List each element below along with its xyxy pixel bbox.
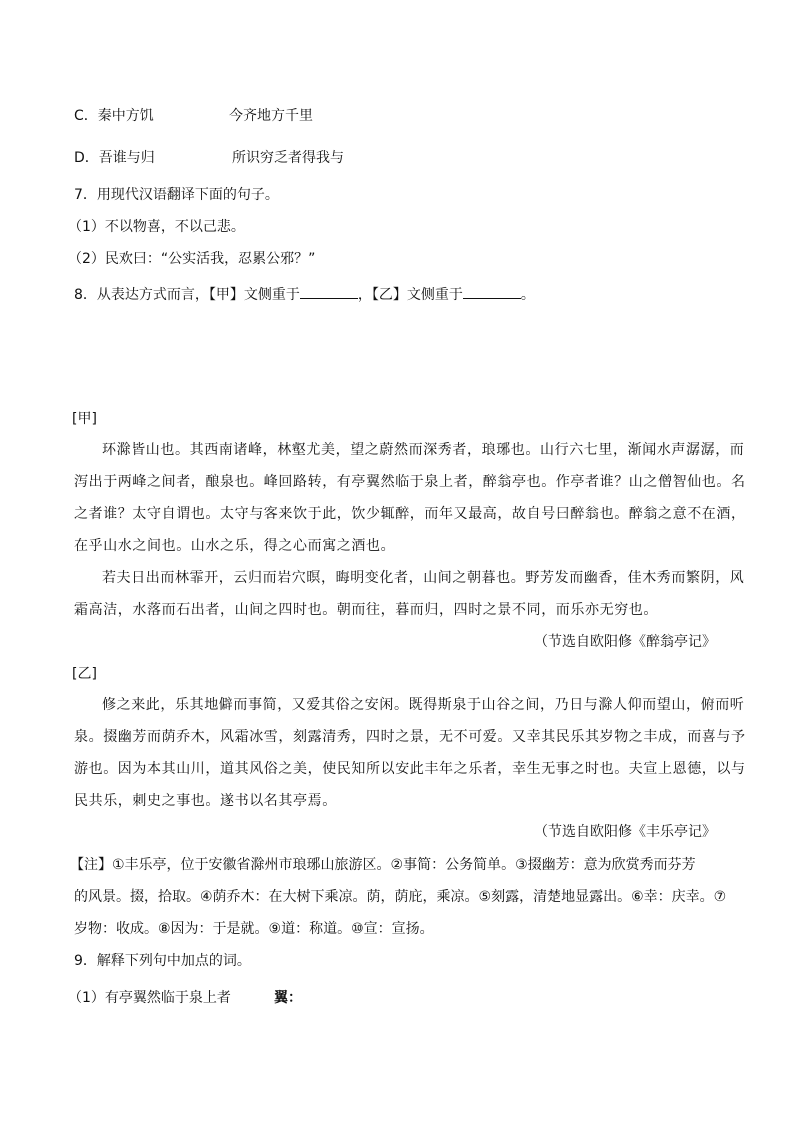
q9-title: 9．解释下列句中加点的词。 [74, 953, 251, 969]
note-line: 【注】①丰乐亭，位于安徽省滁州市琅琊山旅游区。②事简：公务简单。③掇幽芳：意为欣赏秀而芬芳 [70, 857, 696, 873]
option-c-letter: C． [74, 108, 98, 124]
passage-yi-line: 民共乐，刺史之事也。遂书以名其亭焉。 [74, 793, 337, 809]
q7-sentence-1: （1）不以物喜，不以己悲。 [68, 219, 245, 235]
option-c-left: 秦中方饥 [97, 108, 154, 124]
option-d-letter: D． [74, 150, 99, 166]
passage-jia-line: 在乎山水之间也。山水之乐，得之心而寓之酒也。 [74, 538, 396, 554]
q7-sentence-2: （2）民欢曰：“公实活我，忍累公邪？” [68, 251, 316, 267]
q7-title: 7．用现代汉语翻译下面的句子。 [74, 187, 279, 203]
passage-jia-line: 霜高洁，水落而石出者，山间之四时也。朝而往，暮而归，四时之景不同，而乐亦无穷也。 [74, 602, 658, 618]
passage-yi-label: [乙] [72, 666, 97, 682]
passage-jia-source: （节选自欧阳修《醉翁亭记》 [534, 634, 716, 650]
q8-blank-1[interactable] [300, 284, 358, 299]
passage-yi-line: 修之来此，乐其地僻而事简，又爱其俗之安闲。既得斯泉于山谷之间，乃日与滁人仰而望山，俯而听 [102, 697, 745, 713]
q8-part3: 。 [520, 287, 535, 303]
passage-yi-line: 游也。因为本其山川，道其风俗之美，使民知所以安此丰年之乐者，幸生无事之时也。夫宣上恩德，以与 [74, 761, 746, 777]
option-d [74, 149, 155, 167]
option-c [74, 107, 154, 125]
passage-yi-source: （节选自欧阳修《丰乐亭记》 [534, 824, 716, 840]
q9-answer-label: 翼： [274, 990, 302, 1006]
passage-jia-line: 环滁皆山也。其西南诸峰，林壑尤美，望之蔚然而深秀者，琅琊也。山行六七里，渐闻水声潺潺，而 [102, 442, 745, 458]
option-d-left: 吾谁与归 [98, 150, 155, 166]
passage-yi-line: 泉。掇幽芳而荫乔木，风霜冰雪，刻露清秀，四时之景，无不可爱。又幸其民乐其岁物之丰成，而喜与予 [74, 729, 746, 745]
passage-jia-label: [甲] [72, 411, 97, 427]
q8-part2: ，【乙】文侧重于 [357, 287, 463, 303]
note-line: 岁物：收成。⑧因为：于是就。⑨道：称道。⑩宣：宣扬。 [74, 921, 434, 937]
q8 [74, 284, 535, 304]
q8-part1: 8．从表达方式而言，【甲】文侧重于 [74, 287, 300, 303]
option-c-right: 今齐地方千里 [229, 108, 313, 124]
passage-jia-line: 泻出于两峰之间者，酿泉也。峰回路转，有亭翼然临于泉上者，醉翁亭也。作亭者谁？山之僧智仙也。名 [74, 474, 746, 490]
passage-jia-line: 之者谁？太守自谓也。太守与客来饮于此，饮少辄醉，而年又最高，故自号曰醉翁也。醉翁之意不在酒， [74, 506, 746, 522]
q8-blank-2[interactable] [463, 284, 521, 299]
q9-sentence-1: （1）有亭翼然临于泉上者 [68, 990, 231, 1006]
note-line: 的风景。掇，拾取。④荫乔木：在大树下乘凉。荫，荫庇，乘凉。⑤刻露，清楚地显露出。⑥幸：庆幸。⑦ [74, 889, 727, 905]
passage-jia-line: 若夫日出而林霏开，云归而岩穴暝，晦明变化者，山间之朝暮也。野芳发而幽香，佳木秀而繁阴，风 [102, 570, 745, 586]
option-d-right: 所识穷乏者得我与 [232, 150, 344, 166]
